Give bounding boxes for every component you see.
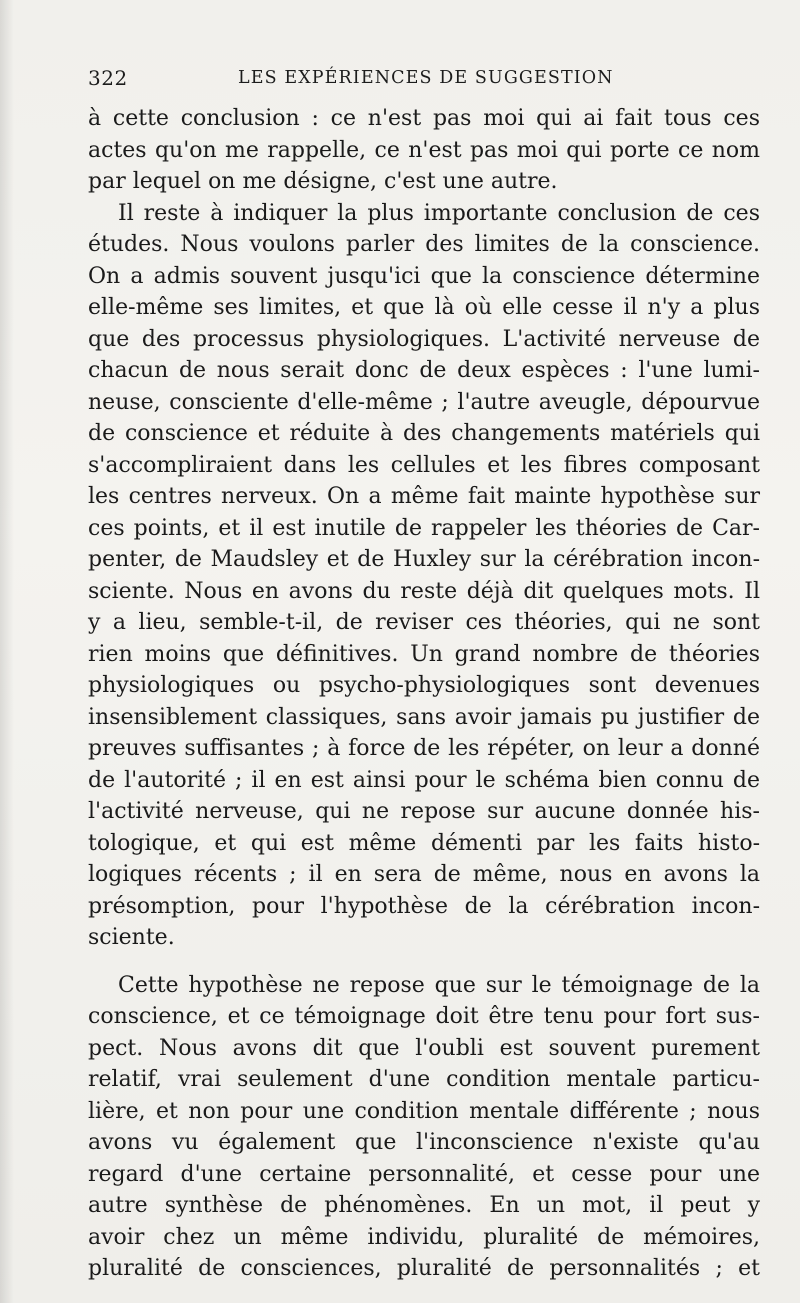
running-head xyxy=(88,66,760,96)
text-line: rien moins que définitives. Un grand nombre de théories xyxy=(88,641,760,667)
text-line: par lequel on me désigne, c'est une autre. xyxy=(88,169,558,194)
text-line: autre synthèse de phénomènes. En un mot, il peut y xyxy=(88,1193,760,1218)
text-line: relatif, vrai seulement d'une condition mentale particu- xyxy=(88,1067,760,1092)
text-line: de l'autorité ; il en est ainsi pour le schéma bien connu de xyxy=(88,767,760,793)
text-line: les centres nerveux. On a même fait mainte hypothèse sur xyxy=(88,484,760,509)
text-line: de conscience et réduite à des changements matériels qui xyxy=(88,421,760,446)
text-line: pect. Nous avons dit que l'oubli est souvent purement xyxy=(88,1035,760,1061)
text-line: tologique, et qui est même démenti par les faits histo- xyxy=(88,830,760,856)
text-line: preuves suffisantes ; à force de les répéter, on leur a donné xyxy=(88,736,760,761)
text-line: On a admis souvent jusqu'ici que la conscience détermine xyxy=(88,263,760,289)
text-line: que des processus physiologiques. L'activité nerveuse de xyxy=(88,326,760,352)
text-line: sciente. Nous en avons du reste déjà dit quelques mots. Il xyxy=(88,578,760,604)
text-line: chacun de nous serait donc de deux espèces : l'une lumi- xyxy=(88,358,760,383)
text-line: regard d'une certaine personnalité, et cesse pour une xyxy=(88,1161,760,1187)
text-line: physiologiques ou psycho-physiologiques sont devenues xyxy=(88,673,760,698)
text-line: à cette conclusion : ce n'est pas moi qui ai fait tous ces xyxy=(88,106,760,131)
text-line: elle-même ses limites, et que là où elle cesse il n'y a plus xyxy=(88,295,760,320)
running-title: LES EXPÉRIENCES DE SUGGESTION xyxy=(238,68,614,88)
text-line: Il reste à indiquer la plus importante conclusion de ces xyxy=(118,200,760,226)
text-line: avons vu également que l'inconscience n'existe qu'au xyxy=(88,1130,760,1155)
text-line: y a lieu, semble-t-il, de reviser ces théories, qui ne sont xyxy=(88,610,760,635)
text-line: Cette hypothèse ne repose que sur le témoignage de la xyxy=(118,972,760,998)
text-line: penter, de Maudsley et de Huxley sur la cérébration incon- xyxy=(88,547,760,572)
text-line: s'accompliraient dans les cellules et les fibres composant xyxy=(88,452,760,478)
text-line: études. Nous voulons parler des limites de la conscience. xyxy=(88,232,760,257)
text-line: actes qu'on me rappelle, ce n'est pas moi qui porte ce nom xyxy=(88,137,760,163)
page-gutter-shadow xyxy=(0,0,14,1303)
text-line: présomption, pour l'hypothèse de la cérébration incon- xyxy=(88,893,760,919)
text-line: l'activité nerveuse, qui ne repose sur aucune donnée his- xyxy=(88,799,760,824)
paragraph-gap xyxy=(88,954,760,970)
text-line: neuse, consciente d'elle-même ; l'autre aveugle, dépourvue xyxy=(88,389,760,415)
text-line: logiques récents ; il en sera de même, nous en avons la xyxy=(88,862,760,887)
text-line: conscience, et ce témoignage doit être tenu pour fort sus- xyxy=(88,1004,760,1029)
text-line: sciente. xyxy=(88,925,175,950)
text-line: insensiblement classiques, sans avoir jamais pu justifier de xyxy=(88,704,760,730)
page-number: 322 xyxy=(88,66,128,90)
text-line: avoir chez un même individu, pluralité de mémoires, xyxy=(88,1224,760,1250)
text-line: ces points, et il est inutile de rappeler les théories de Car- xyxy=(88,515,760,541)
text-line: lière, et non pour une condition mentale différente ; nous xyxy=(88,1098,760,1124)
body-text xyxy=(88,103,760,1285)
text-line: pluralité de consciences, pluralité de personnalités ; et xyxy=(88,1256,760,1281)
